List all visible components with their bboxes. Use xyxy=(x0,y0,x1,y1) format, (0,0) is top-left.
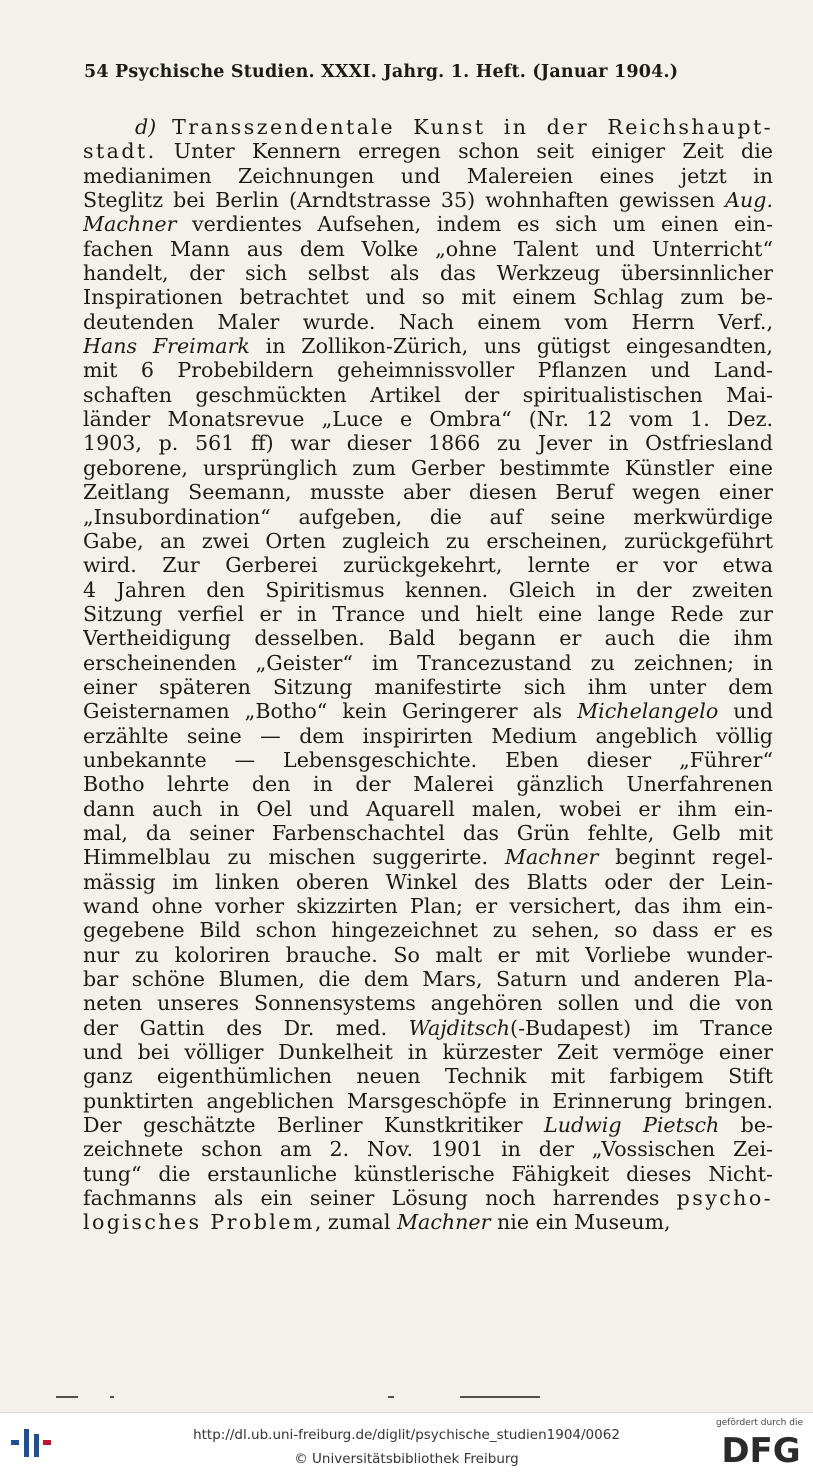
text-segment: erzählte seine — dem inspirirten Medium angeblich völlig xyxy=(83,723,773,748)
text-segment: wand ohne vorher skizzirten Plan; er versichert, das ihm ein- xyxy=(83,894,773,918)
text-segment: länder Monatsrevue „Luce e Ombra“ (Nr. 12 vom 1. Dez. xyxy=(83,407,773,432)
spaced-emphasis: stadt. xyxy=(83,139,157,164)
text-segment: medianimen Zeichnungen und Malereien eines jetzt in xyxy=(83,163,773,188)
text-line xyxy=(83,139,773,163)
text-line xyxy=(83,164,773,188)
text-segment: gegebene Bild schon hingezeichnet zu sehen, so dass er es xyxy=(83,918,773,943)
text-segment: Vertheidigung desselben. Bald begann er auch die ihm xyxy=(83,626,773,651)
text-line xyxy=(83,456,773,480)
bottom-print-marks xyxy=(40,1394,580,1400)
text-line xyxy=(83,212,773,236)
viewer-footer xyxy=(0,1412,813,1474)
text-segment: geborene, ursprünglich zum Gerber bestimmte Künstler eine xyxy=(83,455,773,480)
text-line xyxy=(83,991,773,1015)
text-line xyxy=(83,797,773,821)
text-segment: fachen Mann aus dem Volke „ohne Talent und Unterricht“ xyxy=(83,236,773,261)
italic-name: Wajditsch xyxy=(408,1015,511,1040)
text-line xyxy=(83,943,773,967)
italic-name: d) xyxy=(135,115,173,139)
text-segment: bar schöne Blumen, die dem Mars, Saturn und anderen Pla- xyxy=(83,967,773,992)
text-line xyxy=(83,188,773,212)
text-segment: be- xyxy=(719,1113,773,1138)
text-segment: (-Budapest) im Trance xyxy=(510,1015,773,1040)
text-segment: , zumal xyxy=(314,1210,397,1235)
spaced-emphasis: Transszendentale Kunst in der Reichshaupt- xyxy=(172,115,773,139)
spaced-emphasis: psycho- xyxy=(676,1186,773,1211)
text-segment: ganz eigenthümlichen neuen Technik mit farbigem Stift xyxy=(83,1064,773,1089)
text-line xyxy=(83,1186,773,1210)
text-line xyxy=(83,894,773,918)
copyright-notice: © Universitätsbibliothek Freiburg xyxy=(294,1451,519,1467)
text-line xyxy=(83,626,773,650)
text-line xyxy=(83,505,773,529)
text-segment: mit 6 Probebildern geheimnissvoller Pflanzen und Land- xyxy=(83,358,773,383)
text-segment: einer späteren Sitzung manifestirte sich ihm unter dem xyxy=(83,674,773,699)
text-segment: Der geschätzte Berliner Kunstkritiker xyxy=(83,1113,545,1138)
svg-text:DFG: DFG xyxy=(721,1431,801,1469)
permalink-url[interactable]: http://dl.ub.uni-freiburg.de/diglit/psychische_studien1904/0062 xyxy=(193,1427,620,1443)
text-segment: Inspirationen betrachtet und so mit einem Schlag zum be- xyxy=(83,285,773,310)
text-line xyxy=(83,772,773,796)
text-segment: zeichnete schon am 2. Nov. 1901 in der „Vossischen Zei- xyxy=(83,1137,773,1162)
text-segment: beginnt regel- xyxy=(598,845,773,870)
text-line xyxy=(83,115,773,139)
text-segment: nur zu koloriren brauche. So malt er mit Vorliebe wunder- xyxy=(83,942,773,967)
text-line xyxy=(83,651,773,675)
text-line xyxy=(83,1162,773,1186)
text-segment: Steglitz bei Berlin (Arndtstrasse 35) wohnhaften gewissen xyxy=(83,188,726,213)
italic-name: Machner xyxy=(396,1210,491,1235)
text-line xyxy=(83,1089,773,1113)
text-line xyxy=(83,1210,773,1234)
text-line xyxy=(83,237,773,261)
text-line xyxy=(83,1137,773,1161)
running-header: 54 Psychische Studien. XXXI. Jahrg. 1. Heft. (Januar 1904.) xyxy=(84,62,679,82)
article-body xyxy=(83,115,773,1235)
italic-name: Machner xyxy=(83,212,177,237)
text-line xyxy=(83,358,773,382)
text-line xyxy=(83,967,773,991)
text-line xyxy=(83,285,773,309)
text-segment: Himmelblau zu mischen suggerirte. xyxy=(83,845,505,870)
text-segment: dann auch in Oel und Aquarell malen, wobei er ihm ein- xyxy=(83,796,773,821)
text-segment: 1903, p. 561 ff) war dieser 1866 zu Jever in Ostfriesland xyxy=(83,431,773,456)
text-line xyxy=(83,431,773,455)
text-line xyxy=(83,578,773,602)
text-line xyxy=(83,1016,773,1040)
text-line xyxy=(83,1113,773,1137)
text-segment: handelt, der sich selbst als das Werkzeug übersinnlicher xyxy=(83,261,773,286)
text-segment: in Zollikon-Zürich, uns gütigst eingesandten, xyxy=(249,334,773,359)
text-line xyxy=(83,1064,773,1088)
text-segment: Unter Kennern erregen schon seit einiger Zeit die xyxy=(156,139,773,164)
text-segment: verdientes Aufsehen, indem es sich um einen ein- xyxy=(176,212,773,237)
text-line xyxy=(83,407,773,431)
text-line xyxy=(83,602,773,626)
text-segment: Botho lehrte den in der Malerei gänzlich Unerfahrenen xyxy=(83,772,773,797)
text-line xyxy=(83,918,773,942)
text-line xyxy=(83,748,773,772)
text-line xyxy=(83,724,773,748)
text-segment: „Insubordination“ aufgeben, die auf seine merkwürdige xyxy=(83,504,773,529)
text-segment: Gabe, an zwei Orten zugleich zu erscheinen, zurückgeführt xyxy=(83,528,773,553)
text-segment: unbekannte — Lebensgeschichte. Eben dieser „Führer“ xyxy=(83,747,773,772)
italic-name: Aug. xyxy=(725,188,773,213)
text-segment: neten unseres Sonnensystems angehören sollen und die von xyxy=(83,991,773,1016)
text-line xyxy=(83,529,773,553)
italic-name: Ludwig Pietsch xyxy=(544,1113,720,1138)
text-line xyxy=(83,845,773,869)
text-segment: punktirten angeblichen Marsgeschöpfe in Erinnerung bringen. xyxy=(83,1088,773,1113)
text-segment: mal, da seiner Farbenschachtel das Grün fehlte, Gelb mit xyxy=(83,820,773,845)
dfg-logo-icon xyxy=(719,1429,803,1469)
text-line xyxy=(83,480,773,504)
text-line xyxy=(83,383,773,407)
text-segment: der Gattin des Dr. med. xyxy=(83,1015,409,1040)
text-segment: wird. Zur Gerberei zurückgekehrt, lernte er vor etwa xyxy=(83,553,773,578)
text-segment: deutenden Maler wurde. Nach einem vom Herrn Verf., xyxy=(83,309,773,334)
text-line xyxy=(83,675,773,699)
text-segment: Sitzung verfiel er in Trance und hielt eine lange Rede zur xyxy=(83,601,773,626)
text-segment: Geisternamen „Botho“ kein Geringerer als xyxy=(83,699,578,724)
text-segment: erscheinenden „Geister“ im Trancezustand zu zeichnen; in xyxy=(83,650,773,675)
text-line xyxy=(83,261,773,285)
italic-name: Hans Freimark xyxy=(83,334,250,359)
text-segment: und xyxy=(718,699,773,724)
spaced-emphasis: logisches Problem xyxy=(83,1210,315,1235)
text-line xyxy=(83,821,773,845)
text-segment: 4 Jahren den Spiritismus kennen. Gleich in der zweiten xyxy=(83,577,773,602)
text-line xyxy=(83,1040,773,1064)
text-line xyxy=(83,553,773,577)
dfg-caption: gefördert durch die xyxy=(716,1418,803,1428)
text-line xyxy=(83,699,773,723)
italic-name: Machner xyxy=(504,845,599,870)
text-segment: schaften geschmückten Artikel der spiritualistischen Mai- xyxy=(83,382,773,407)
text-line xyxy=(83,310,773,334)
text-segment: nie ein Museum, xyxy=(490,1210,671,1235)
italic-name: Michelangelo xyxy=(577,699,719,724)
text-segment: mässig im linken oberen Winkel des Blatts oder der Lein- xyxy=(83,869,773,894)
text-segment: fachmanns als ein seiner Lösung noch harrendes xyxy=(83,1186,677,1211)
text-segment: tung“ die erstaunliche künstlerische Fähigkeit dieses Nicht- xyxy=(83,1161,773,1186)
text-line xyxy=(83,334,773,358)
text-line xyxy=(83,870,773,894)
text-segment: und bei völliger Dunkelheit in kürzester Zeit vermöge einer xyxy=(83,1040,773,1065)
text-segment: Zeitlang Seemann, musste aber diesen Beruf wegen einer xyxy=(83,480,773,505)
